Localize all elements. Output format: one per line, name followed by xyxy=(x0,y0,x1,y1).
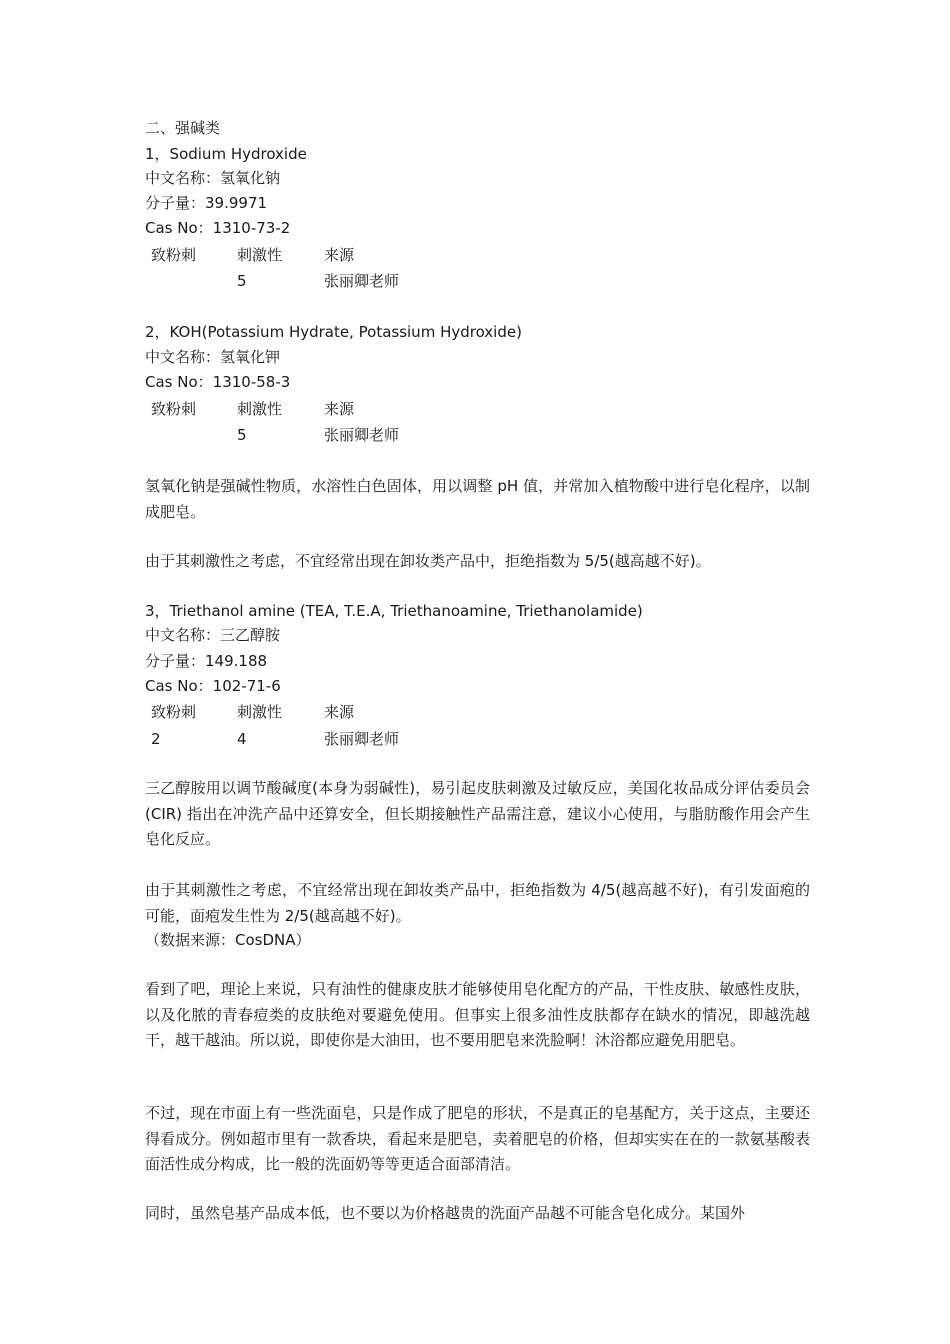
table-cell-irritation: 5 xyxy=(237,426,247,444)
item3-rejection-note: 由于其刺激性之考虑，不宜经常出现在卸妆类产品中，拒绝指数为 4/5(越高越不好)，有引发面疱的可能，面疱发生性为 2/5(越高越不好)。 xyxy=(145,881,810,925)
table-header-comedogenic: 致粉刺 xyxy=(151,703,197,721)
table-header-source: 来源 xyxy=(324,703,355,721)
item2-cas: Cas No：1310-58-3 xyxy=(145,373,291,391)
item3-cas: Cas No：102-71-6 xyxy=(145,677,281,695)
table-cell-irritation: 5 xyxy=(237,272,247,290)
table-cell-source: 张丽卿老师 xyxy=(324,426,400,444)
item3-mol-weight: 分子量：149.188 xyxy=(145,652,268,670)
paragraph-facial-bar: 不过，现在市面上有一些洗面皂，只是作成了肥皂的形状，不是真正的皂基配方，关于这点，主要还得看成分。例如超市里有一款香块，看起来是肥皂，卖着肥皂的价格，但却实实在在的一款氨基酸表面活性成分构成，比一般的洗面奶等等更适合面部清洁。 xyxy=(145,1104,810,1173)
table-header-irritation: 刺激性 xyxy=(237,400,283,418)
item1-cn-name: 中文名称：氢氧化钠 xyxy=(145,169,281,187)
table-header-source: 来源 xyxy=(324,246,355,264)
table-header-comedogenic: 致粉刺 xyxy=(151,246,197,264)
table-header-comedogenic: 致粉刺 xyxy=(151,400,197,418)
item2-description: 氢氧化钠是强碱性物质，水溶性白色固体，用以调整 pH 值，并常加入植物酸中进行皂化程序，以制成肥皂。 xyxy=(145,477,810,521)
item3-cn-name: 中文名称：三乙醇胺 xyxy=(145,626,281,644)
item1-mol-weight: 分子量：39.9971 xyxy=(145,194,268,212)
paragraph-soap-warning: 看到了吧，理论上来说，只有油性的健康皮肤才能够使用皂化配方的产品，干性皮肤、敏感性皮肤，以及化脓的青春痘类的皮肤绝对要避免使用。但事实上很多油性皮肤都存在缺水的情况，即越洗越干，越干越油。所以说，即使你是大油田，也不要用肥皂来洗脸啊！沐浴都应避免用肥皂。 xyxy=(145,980,810,1049)
table-header-irritation: 刺激性 xyxy=(237,246,283,264)
paragraph-price-note: 同时，虽然皂基产品成本低，也不要以为价格越贵的洗面产品越不可能含皂化成分。某国外 xyxy=(145,1204,746,1222)
table-header-source: 来源 xyxy=(324,400,355,418)
item2-rejection-note: 由于其刺激性之考虑，不宜经常出现在卸妆类产品中，拒绝指数为 5/5(越高越不好)。 xyxy=(145,552,711,570)
table-cell-source: 张丽卿老师 xyxy=(324,272,400,290)
item3-description: 三乙醇胺用以调节酸碱度(本身为弱碱性)，易引起皮肤刺激及过敏反应，美国化妆品成分评估委员会(CIR) 指出在冲洗产品中还算安全，但长期接触性产品需注意，建议小心使用，与脂肪酸作用会产生皂化反应。 xyxy=(145,779,810,848)
item2-heading: 2，KOH(Potassium Hydrate, Potassium Hydroxide) xyxy=(145,323,522,341)
table-cell-source: 张丽卿老师 xyxy=(324,730,400,748)
item3-source-note: （数据来源：CosDNA） xyxy=(145,931,311,949)
table-cell-comedogenic: 2 xyxy=(151,730,161,748)
item3-heading: 3，Triethanol amine (TEA, T.E.A, Triethanoamine, Triethanolamide) xyxy=(145,602,643,620)
section-title: 二、强碱类 xyxy=(145,119,221,137)
table-header-irritation: 刺激性 xyxy=(237,703,283,721)
item2-cn-name: 中文名称：氢氧化钾 xyxy=(145,348,281,366)
item1-heading: 1，Sodium Hydroxide xyxy=(145,145,307,163)
table-cell-irritation: 4 xyxy=(237,730,247,748)
item1-cas: Cas No：1310-73-2 xyxy=(145,219,291,237)
